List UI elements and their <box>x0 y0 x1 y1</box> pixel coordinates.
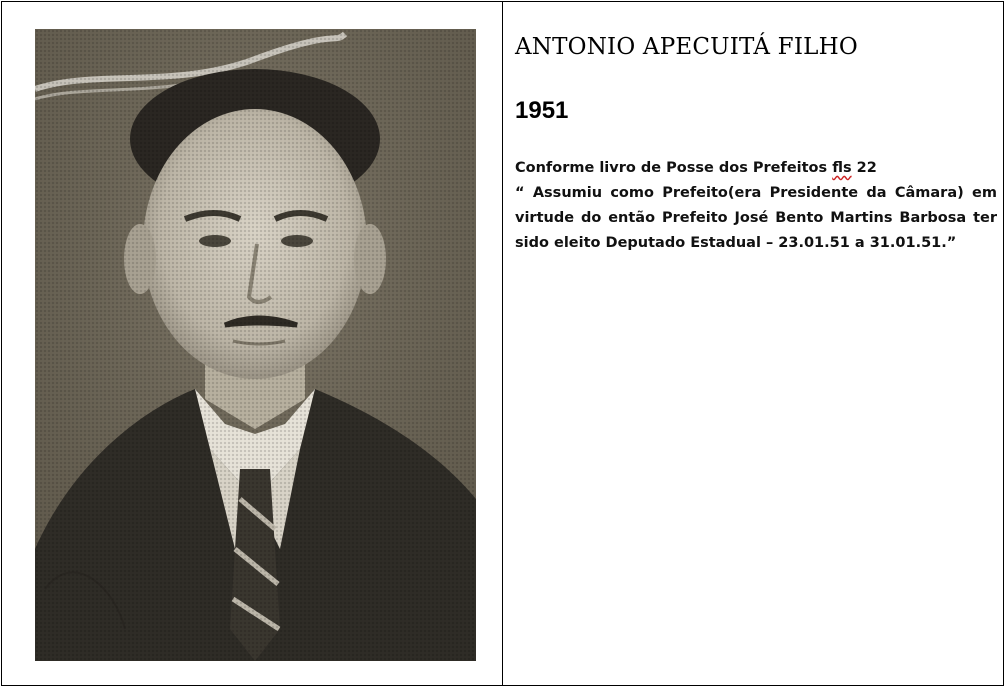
source-line <box>515 156 997 181</box>
info-cell <box>503 2 1003 685</box>
source-suffix: 22 <box>851 160 877 176</box>
quote-text: “ Assumiu como Prefeito(era Presidente da Câmara) em virtude do então Prefeito José Bento Martins Barbosa ter sido eleito Deputado Estadual – 23.01.51 a 31.01.51.” <box>515 185 997 251</box>
portrait-photo <box>35 29 476 661</box>
description <box>515 156 997 256</box>
year: 1951 <box>515 97 569 124</box>
record-table <box>1 1 1004 686</box>
source-fls: fls <box>832 160 852 176</box>
photo-cell <box>2 2 503 685</box>
photo-grain <box>35 29 476 661</box>
person-name: ANTONIO APECUITÁ FILHO <box>515 34 858 60</box>
source-prefix: Conforme livro de Posse dos Prefeitos <box>515 160 833 176</box>
